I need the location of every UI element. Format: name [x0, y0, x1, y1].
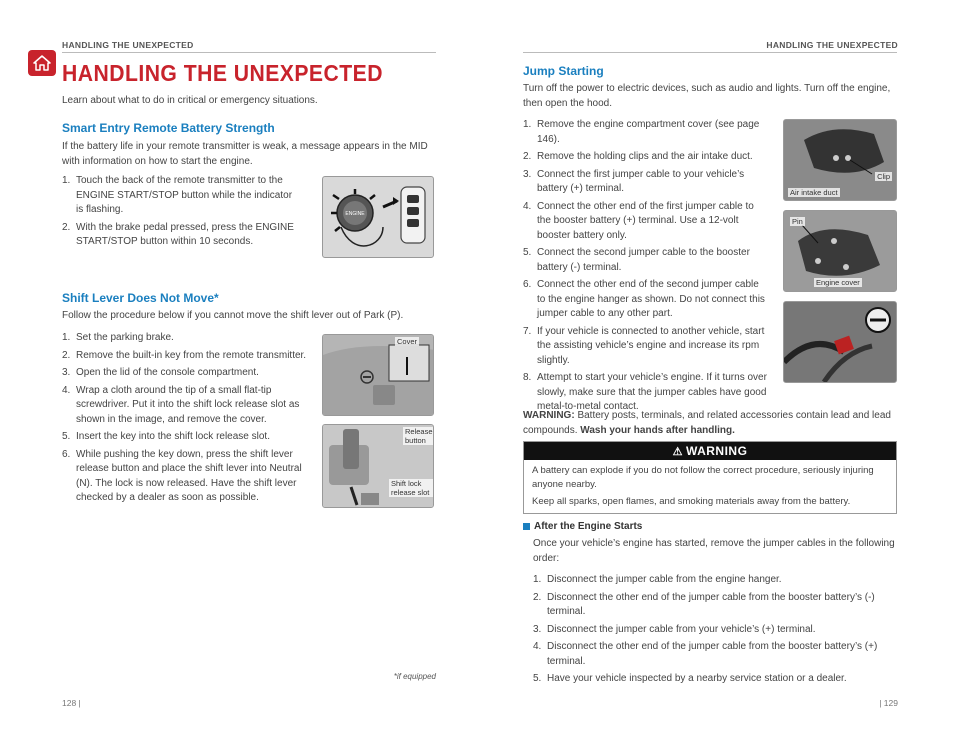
list-item: 6. Connect the other end of the second jumper cable to the engine hanger as shown. Do not connect this jumper cable to any other part. [523, 279, 765, 319]
shift-lock-slot-label: Shift lock release slot [389, 479, 433, 497]
smart-entry-body: If the battery life in your remote transmitter is weak, a message appears in the MID with information on how to start the engine. [62, 141, 428, 167]
svg-text:ENGINE: ENGINE [345, 211, 365, 217]
smart-entry-heading: Smart Entry Remote Battery Strength [62, 121, 275, 135]
jumper-cable-figure [783, 301, 897, 383]
list-item: 8. Attempt to start your vehicle’s engine. If it turns over slowly, make sure that the jumper cables have good metal-to-metal contact. [523, 372, 767, 412]
warning-triangle-icon: ⚠ [672, 445, 683, 458]
running-head: HANDLING THE UNEXPECTED [766, 40, 898, 50]
clip-label: Clip [877, 172, 890, 181]
jump-starting-steps [523, 118, 767, 418]
pin-label: Pin [792, 217, 803, 226]
home-button[interactable] [28, 50, 56, 76]
air-intake-duct-label: Air intake duct [790, 188, 838, 197]
engine-cover-label: Engine cover [816, 278, 860, 287]
home-icon [33, 55, 51, 71]
page-title: HANDLING THE UNEXPECTED [62, 60, 383, 86]
smart-entry-steps [62, 174, 302, 253]
page-number: | 129 [879, 698, 898, 708]
running-head: HANDLING THE UNEXPECTED [62, 40, 194, 50]
bullet-square-icon [523, 523, 530, 530]
cover-label: Cover [396, 337, 417, 346]
list-item: 1. Set the parking brake. [62, 332, 174, 343]
list-item: 3. Disconnect the jumper cable from your vehicle’s (+) terminal. [533, 623, 816, 635]
list-item: 5. Connect the second jumper cable to the booster battery (-) terminal. [523, 247, 750, 273]
header-rule [523, 52, 897, 53]
list-item: 2. Remove the built-in key from the remote transmitter. [62, 349, 307, 361]
release-button-label: Release button [405, 427, 433, 445]
list-item: 2. Disconnect the other end of the jumper cable from the booster battery’s (-) terminal. [533, 591, 875, 617]
jumper-cable-illustration [784, 302, 897, 383]
footnote: *if equipped [393, 672, 436, 681]
air-intake-duct-figure [783, 119, 897, 201]
warning-line: WARNING: Battery posts, terminals, and related accessories contain lead and lead compounds. Wash your hands after handling. [523, 410, 891, 436]
list-item: 5. Insert the key into the shift lock release slot. [62, 431, 270, 442]
list-item: 3. Open the lid of the console compartment. [62, 367, 259, 378]
after-engine-starts-steps [533, 573, 897, 690]
right-page [480, 0, 960, 750]
warning-box [523, 441, 897, 514]
list-item: 4. Disconnect the other end of the jumper cable from the booster battery’s (+) terminal. [533, 641, 878, 667]
list-item: 1. Remove the engine compartment cover (see page 146). [523, 119, 760, 145]
list-item: 3. Connect the first jumper cable to your vehicle’s battery (+) terminal. [523, 168, 745, 194]
header-rule [62, 52, 436, 53]
list-item: 7. If your vehicle is connected to another vehicle, start the assisting vehicle’s engine and increase its rpm slightly. [523, 325, 765, 366]
list-item: 2. Remove the holding clips and the air intake duct. [523, 151, 753, 162]
list-item: 5. Have your vehicle inspected by a nearby service station or a dealer. [533, 673, 847, 684]
list-item: 4. Connect the other end of the first jumper cable to the booster battery (+) terminal. Use a 12-volt booster battery only. [523, 200, 754, 241]
jump-starting-body: Turn off the power to electric devices, such as audio and lights. Turn off the engine, then open the hood. [523, 83, 891, 109]
remote-transmitter-figure [322, 176, 434, 258]
after-engine-starts-heading: After the Engine Starts [523, 521, 642, 532]
console-illustration [323, 335, 434, 416]
after-engine-starts-body: Once your vehicle’s engine has started, remove the jumper cables in the following order: [533, 538, 895, 564]
page-number: 128 | [62, 698, 81, 708]
shift-lever-body: Follow the procedure below if you cannot move the shift lever out of Park (P). [62, 310, 404, 321]
list-item: 6. While pushing the key down, press the shift lever release button and place the shift lever into Neutral (N). The lock is now released. Have the shift lever checked by a dealer as soon as possible. [62, 448, 302, 503]
list-item: 1. Disconnect the jumper cable from the engine hanger. [533, 574, 782, 585]
list-item: 2. With the brake pedal pressed, press the ENGINE START/STOP button within 10 seconds. [62, 221, 294, 247]
engine-start-illustration [323, 177, 434, 258]
list-item: 1. Touch the back of the remote transmitter to the ENGINE START/STOP button while the indicator is flashing. [62, 175, 293, 215]
intro-text: Learn about what to do in critical or emergency situations. [62, 95, 318, 106]
jump-starting-heading: Jump Starting [523, 64, 604, 78]
list-item: 4. Wrap a cloth around the tip of a small flat-tip screwdriver. Put it into the shift lock release slot as shown in the image, and remove the cover. [62, 384, 300, 425]
shift-lock-figure [322, 424, 434, 508]
shift-lever-heading: Shift Lever Does Not Move* [62, 291, 219, 305]
console-cover-figure [322, 334, 434, 416]
engine-cover-figure [783, 210, 897, 292]
shift-lever-steps [62, 331, 308, 509]
warning-body: A battery can explode if you do not follow the correct procedure, seriously injuring anyone nearby. Keep all sparks, open flames, and smoking materials away from the battery. [532, 465, 874, 507]
warning-header: ⚠ WARNING [524, 442, 896, 460]
